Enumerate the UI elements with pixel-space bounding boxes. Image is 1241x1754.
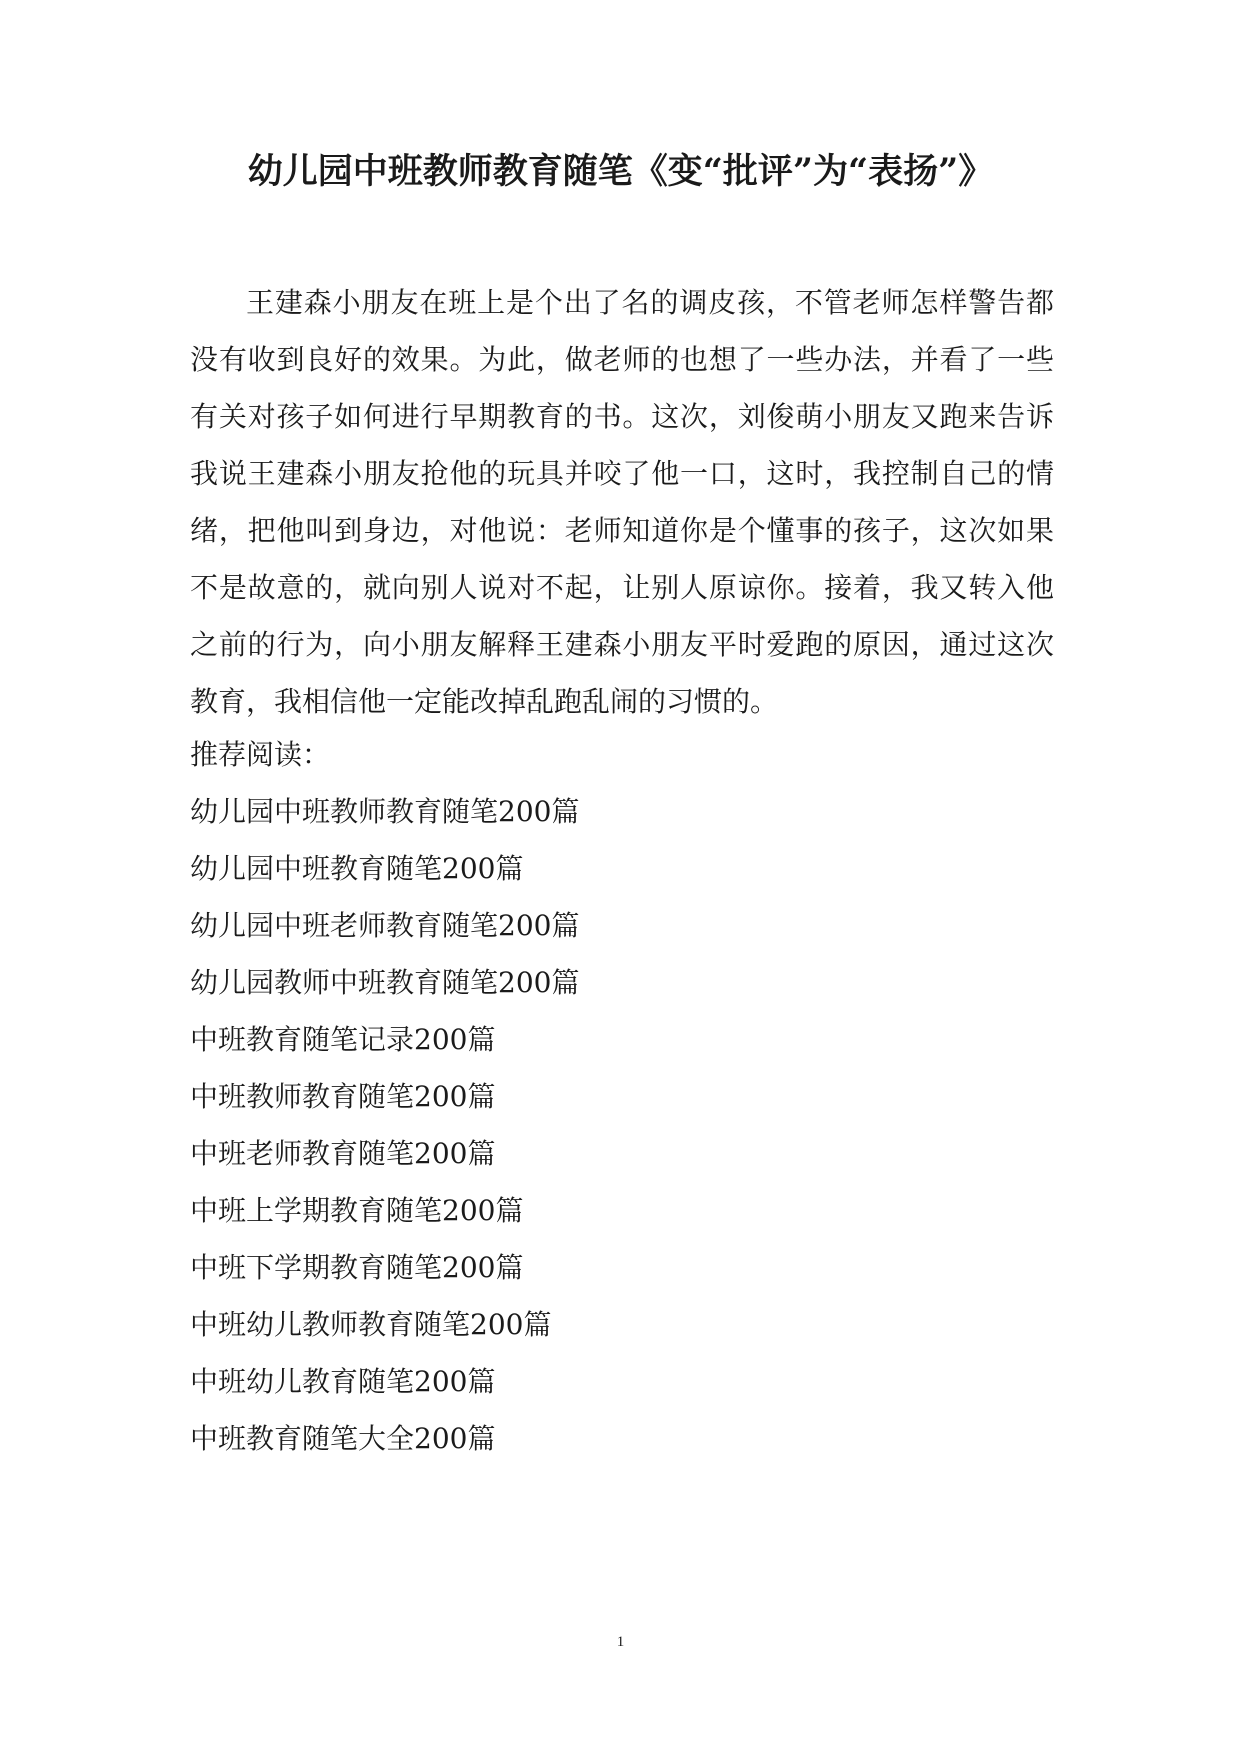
list-item: 中班教育随笔大全200篇	[190, 1422, 496, 1455]
recommended-reading-list	[190, 726, 1054, 1467]
list-item: 中班教师教育随笔200篇	[190, 1080, 496, 1113]
list-item: 幼儿园中班教育随笔200篇	[190, 852, 524, 885]
list-item: 幼儿园教师中班教育随笔200篇	[190, 966, 580, 999]
list-item: 中班下学期教育随笔200篇	[190, 1251, 524, 1284]
list-item: 中班上学期教育随笔200篇	[190, 1194, 524, 1227]
recommend-heading: 推荐阅读：	[190, 738, 331, 771]
list-item: 幼儿园中班老师教育随笔200篇	[190, 909, 580, 942]
page-number: 1	[616, 1634, 625, 1650]
list-item: 中班幼儿教师教育随笔200篇	[190, 1308, 552, 1341]
list-item: 中班老师教育随笔200篇	[190, 1137, 496, 1170]
list-item: 中班幼儿教育随笔200篇	[190, 1365, 496, 1398]
list-item: 中班教育随笔记录200篇	[190, 1023, 496, 1056]
body-paragraph: 王建森小朋友在班上是个出了名的调皮孩，不管老师怎样警告都没有收到良好的效果。为此，做老师的也想了一些办法，并看了一些有关对孩子如何进行早期教育的书。这次，刘俊萌小朋友又跑来告诉我说王建森小朋友抢他的玩具并咬了他一口，这时，我控制自己的情绪，把他叫到身边，对他说：老师知道你是个懂事的孩子，这次如果不是故意的，就向别人说对不起，让别人原谅你。接着，我又转入他之前的行为，向小朋友解释王建森小朋友平时爱跑的原因，通过这次教育，我相信他一定能改掉乱跑乱闹的习惯的。	[190, 286, 1054, 718]
list-item: 幼儿园中班教师教育随笔200篇	[190, 795, 580, 828]
document-title: 幼儿园中班教师教育随笔《变“批评”为“表扬”》	[247, 151, 994, 192]
